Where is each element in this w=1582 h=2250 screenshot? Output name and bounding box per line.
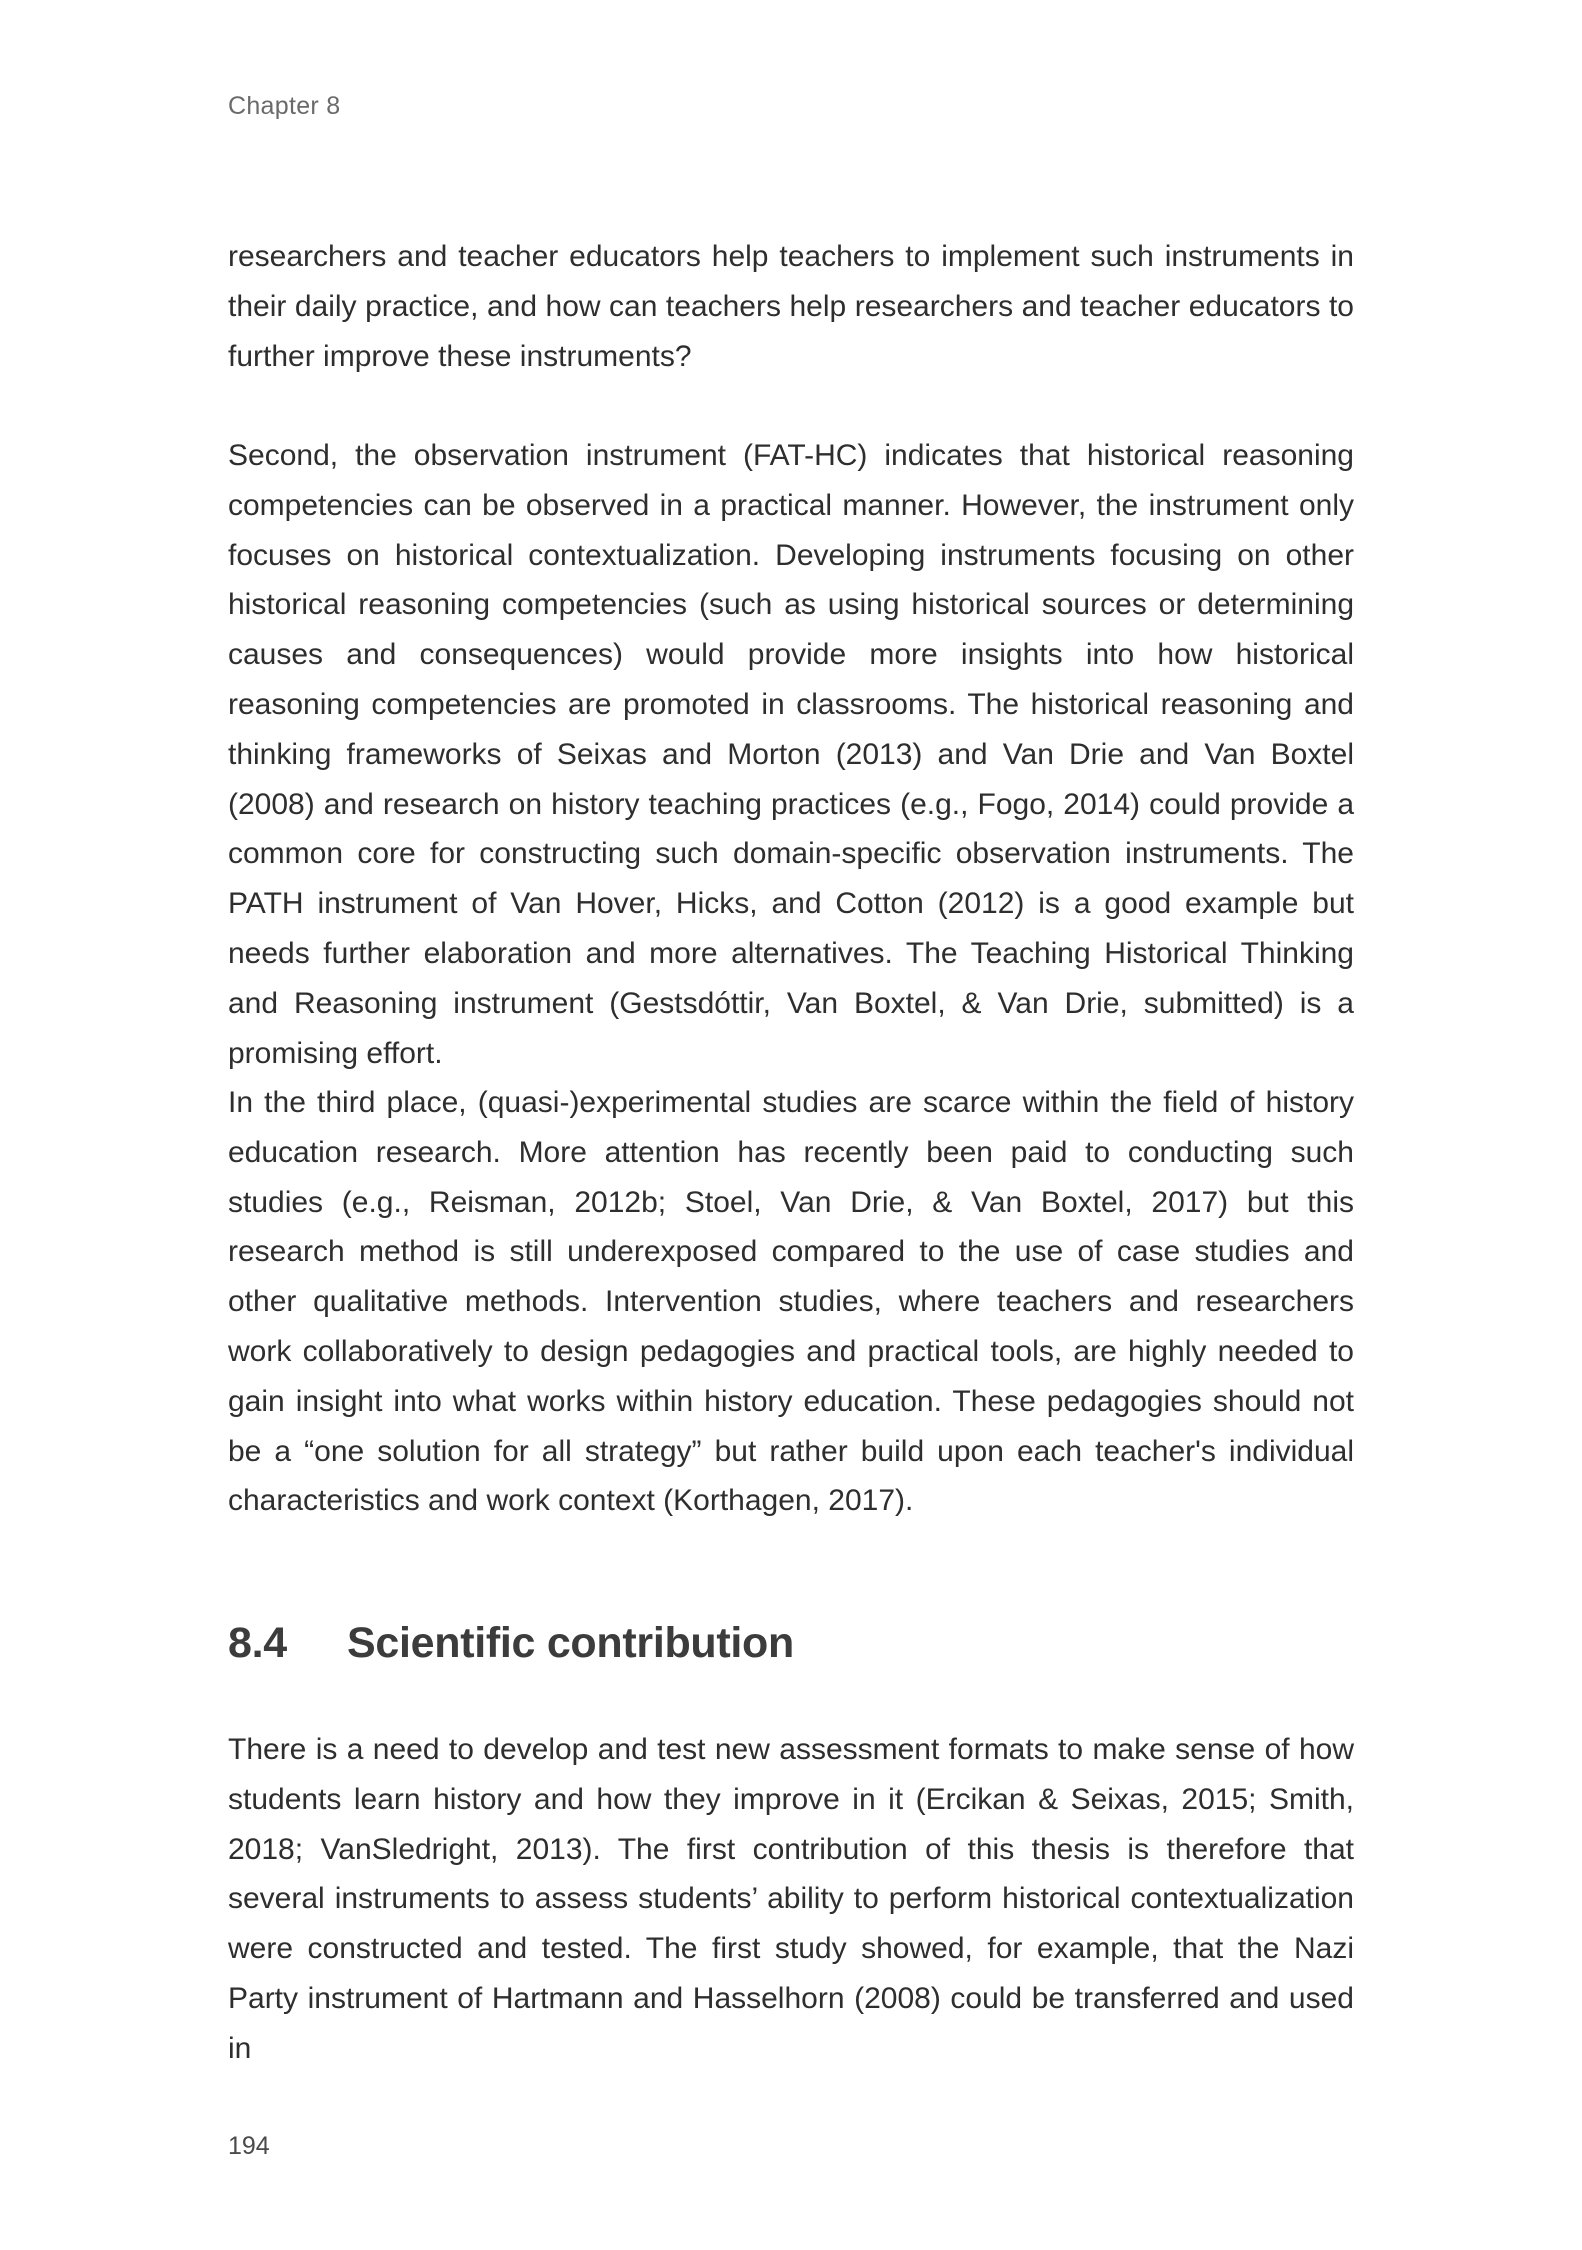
section-paragraph: There is a need to develop and test new assessment formats to make sense of how students learn history and how they improve in it (Ercikan & Seixas, 2015; Smith, 2018; VanSledright, 2013). The first contribution of this thesis is therefore that several instruments to assess students’ ability to perform historical contextualization were constructed and tested. The first study showed, for example, that the Nazi Party instrument of Hartmann and Hasselhorn (2008) could be transferred and used in — [228, 1733, 1354, 2065]
section-title: Scientific contribution — [347, 1619, 794, 1667]
section-heading — [228, 1615, 794, 1671]
running-head: Chapter 8 — [228, 92, 341, 120]
paragraph-2: Second, the observation instrument (FAT-HC) indicates that historical reasoning competencies can be observed in a practical manner. However, the instrument only focuses on historical contextualization. Developing instruments focusing on other historical reasoning competencies (such as using historical sources or determining causes and consequences) would provide more insights into how historical reasoning competencies are promoted in classrooms. The historical reasoning and thinking frameworks of Seixas and Morton (2013) and Van Drie and Van Boxtel (2008) and research on history teaching practices (e.g., Fogo, 2014) could provide a common core for constructing such domain-specific observation instruments. The PATH instrument of Van Hover, Hicks, and Cotton (2012) is a good example but needs further elaboration and more alternatives. The Teaching Historical Thinking and Reasoning instrument (Gestsdóttir, Van Boxtel, & Van Drie, submitted) is a promising effort. — [228, 439, 1354, 1070]
paragraph-1: researchers and teacher educators help teachers to implement such instruments in their daily practice, and how can teachers help researchers and teacher educators to further improve these instruments? — [228, 240, 1354, 373]
section-number: 8.4 — [228, 1619, 287, 1667]
page-number: 194 — [228, 2132, 270, 2160]
paragraph-3: In the third place, (quasi-)experimental studies are scarce within the field of history education research. More attention has recently been paid to conducting such studies (e.g., Reisman, 2012b; Stoel, Van Drie, & Van Boxtel, 2017) but this research method is still underexposed compared to the use of case studies and other qualitative methods. Intervention studies, where teachers and researchers work collaboratively to design pedagogies and practical tools, are highly needed to gain insight into what works within history education. These pedagogies should not be a “one solution for all strategy” but rather build upon each teacher's individual characteristics and work context (Korthagen, 2017). — [228, 1086, 1354, 1518]
